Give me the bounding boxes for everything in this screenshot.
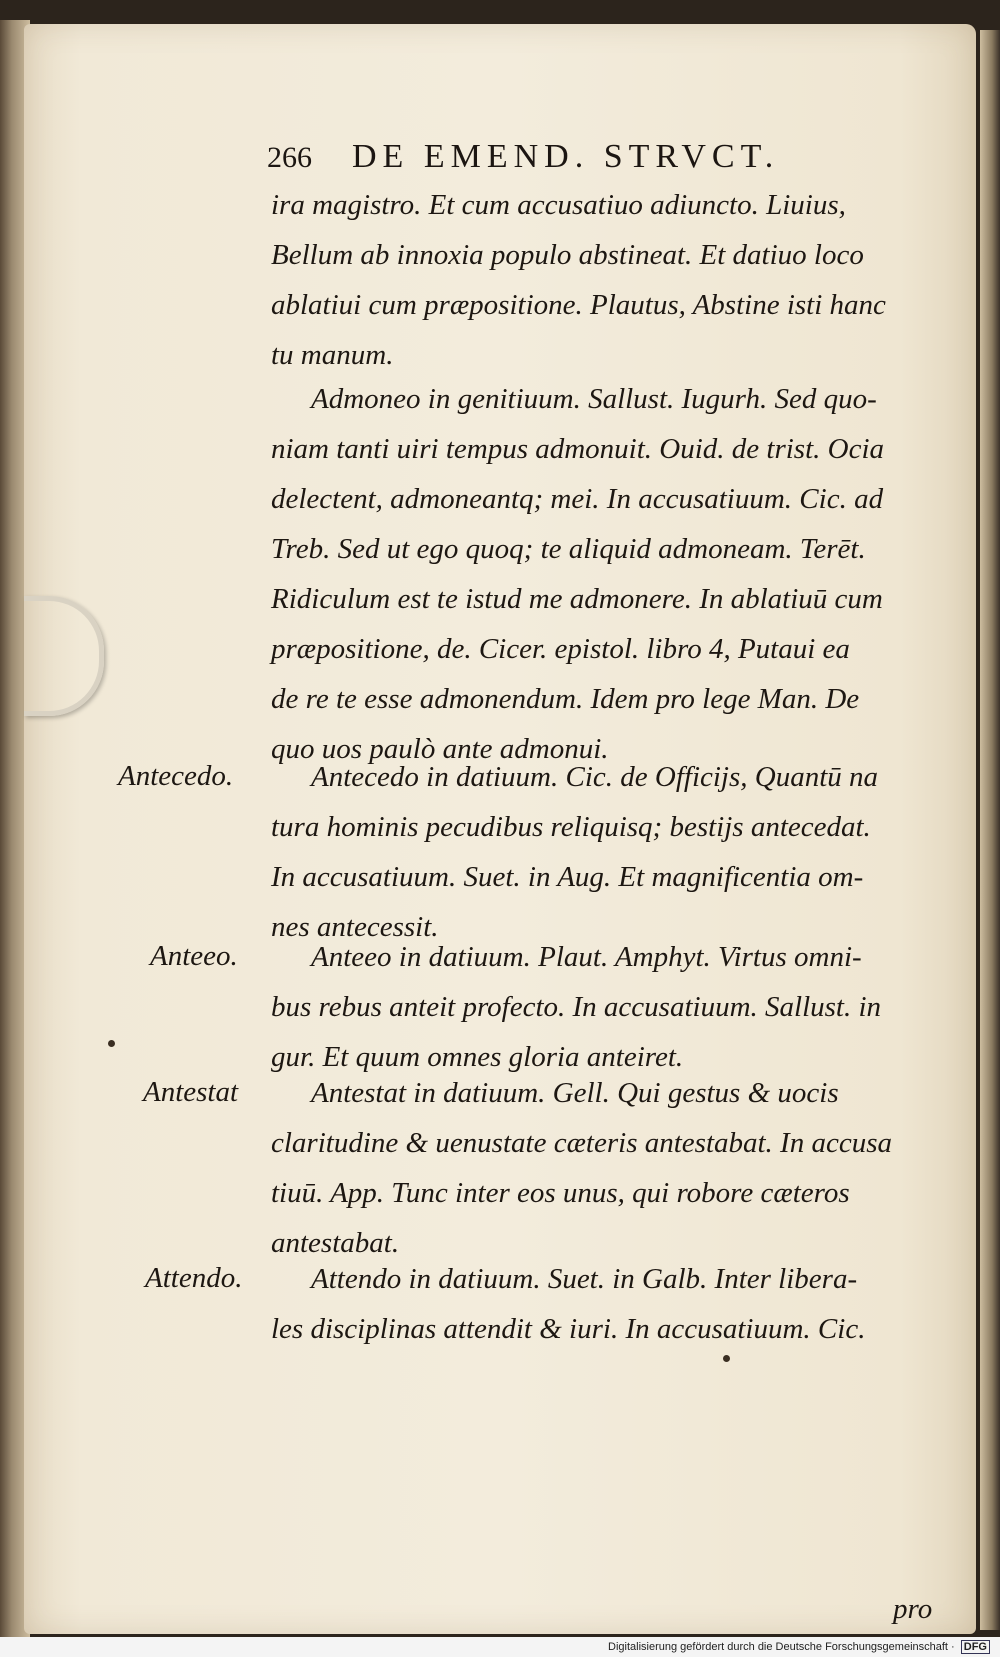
text-line: ablatiui cum præpositione. Plautus, Abstine isti hanc (271, 289, 886, 321)
margin-note-antestat: Antestat (143, 1076, 239, 1108)
text-line: Ridiculum est te istud me admonere. In ablatiuū cum (271, 583, 883, 615)
text-line: præpositione, de. Cicer. epistol. libro 4, Putaui ea (271, 633, 850, 665)
text-line: quo uos paulò ante admonui. (271, 733, 609, 765)
digitization-credit: Digitalisierung gefördert durch die Deutsche Forschungsgemeinschaft · (608, 1641, 955, 1653)
paragraph-attendo (271, 1254, 941, 1354)
text-line: gur. Et quum omnes gloria anteiret. (271, 1041, 684, 1073)
text-line: niam tanti uiri tempus admonuit. Ouid. de trist. Ocia (271, 433, 885, 465)
catchword: pro (893, 1593, 933, 1625)
text-line: Treb. Sed ut ego quoq; te aliquid admoneam. Terēt. (271, 533, 866, 565)
text-line: ira magistro. Et cum accusatiuo adiuncto. Liuius, (271, 189, 846, 221)
text-line: de re te esse admonendum. Idem pro lege Man. De (271, 683, 860, 715)
text-line: Antestat in datiuum. Gell. Qui gestus & uocis (311, 1077, 839, 1109)
ink-speck (108, 1040, 115, 1047)
book-edge-right (980, 30, 1000, 1630)
margin-note-anteeo: Anteeo. (150, 940, 238, 972)
text-line: antestabat. (271, 1227, 400, 1259)
text-line: Antecedo in datiuum. Cic. de Officijs, Quantū na (311, 761, 879, 793)
paragraph-anteeo (271, 932, 941, 1082)
page-clip (24, 596, 104, 716)
running-header (267, 138, 837, 176)
running-title: DE EMEND. STRVCT. (352, 138, 780, 175)
text-line: Attendo in datiuum. Suet. in Galb. Inter libera- (311, 1263, 858, 1295)
text-line: In accusatiuum. Suet. in Aug. Et magnificentia om- (271, 861, 864, 893)
text-line: tura hominis pecudibus reliquisq; bestijs antecedat. (271, 811, 871, 843)
paragraph-continuation (271, 180, 941, 380)
text-line: Bellum ab innoxia populo abstineat. Et datiuo loco (271, 239, 864, 271)
paragraph-antestat (271, 1068, 941, 1268)
page-number: 266 (267, 141, 312, 174)
paragraph-antecedo (271, 752, 941, 952)
text-line: Admoneo in genitiuum. Sallust. Iugurh. Sed quo- (311, 383, 877, 415)
text-line: nes antecessit. (271, 911, 439, 943)
text-line: Anteeo in datiuum. Plaut. Amphyt. Virtus omni- (311, 941, 862, 973)
dfg-logo: DFG (961, 1640, 990, 1654)
digitization-credit-bar (0, 1637, 1000, 1657)
text-line: bus rebus anteit profecto. In accusatiuum. Sallust. in (271, 991, 882, 1023)
text-line: claritudine & uenustate cæteris antestabat. In accusa (271, 1127, 892, 1159)
text-line: les disciplinas attendit & iuri. In accusatiuum. Cic. (271, 1313, 866, 1345)
ink-speck (723, 1355, 730, 1362)
text-line: tiuū. App. Tunc inter eos unus, qui robore cæteros (271, 1177, 850, 1209)
margin-note-attendo: Attendo. (145, 1262, 243, 1294)
text-line: delectent, admoneantq; mei. In accusatiuum. Cic. ad (271, 483, 884, 515)
paragraph-admoneo (271, 374, 941, 774)
text-line: tu manum. (271, 339, 394, 371)
margin-note-antecedo: Antecedo. (118, 760, 234, 792)
